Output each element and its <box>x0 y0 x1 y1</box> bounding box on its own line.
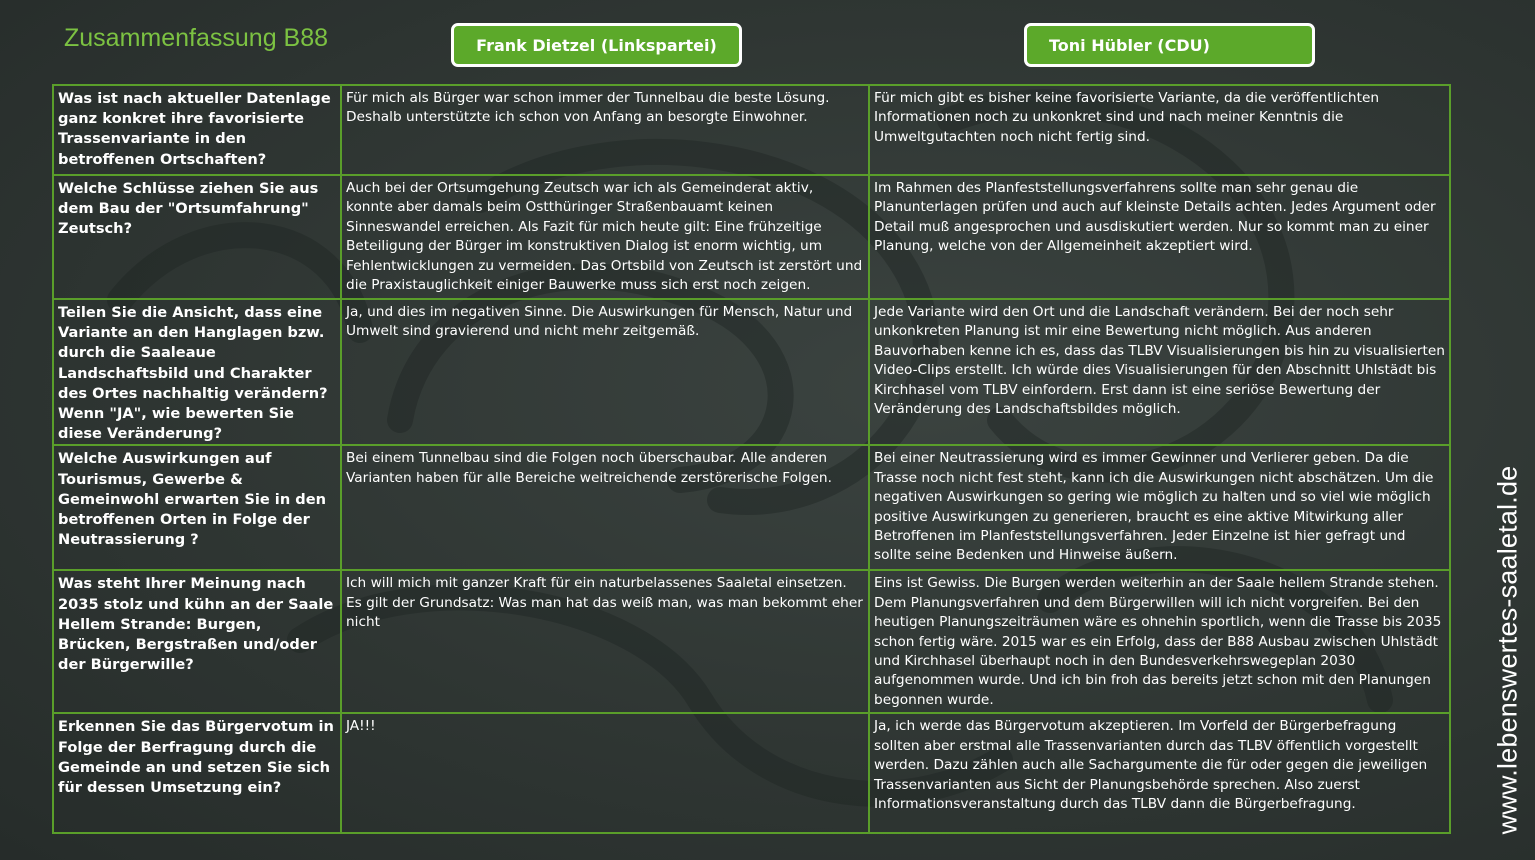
answer-cell-huebler: Bei einer Neutrassierung wird es immer Gewinner und Verlierer geben. Da die Trasse noch nicht fest steht, kann ich die Auswirkungen nicht abschätzen. Um die negativen Auswirkungen so gering wie möglich zu halten und so viel wie möglich positive Auswirkungen zu generieren, braucht es eine aktive Mitwirkung aller Betroffenen im Planfeststellungsverfahren. Jeder Einzelne ist hier gefragt und sollte seine Bedenken und Hinweise äußern. <box>869 445 1450 570</box>
answer-cell-huebler: Eins ist Gewiss. Die Burgen werden weiterhin an der Saale hellem Strande stehen. Dem Planungsverfahren und dem Bürgerwillen will ich nicht vorgreifen. Bei den heutigen Planungszeiträumen wäre es ohnehin sportlich, wenn die Trasse bis 2035 schon fertig wäre. 2015 war es ein Erfolg, dass der B88 Ausbau zwischen Uhlstädt und Kirchhasel überhaupt noch in den Bundesverkehrswegeplan 2030 aufgenommen wurde. Und ich bin froh das bereits jetzt schon mit den Planungen begonnen wurde. <box>869 570 1450 713</box>
answer-cell-dietzel: JA!!! <box>341 713 869 833</box>
qa-table <box>52 84 1451 834</box>
answer-cell-huebler: Für mich gibt es bisher keine favorisierte Variante, da die veröffentlichten Informationen noch zu unkonkret sind und nach meiner Kenntnis die Umweltgutachten noch nicht fertig sind. <box>869 85 1450 175</box>
answer-cell-dietzel: Ich will mich mit ganzer Kraft für ein naturbelassenes Saaletal einsetzen. Es gilt der Grundsatz: Was man hat das weiß man, was man bekommt eher nicht <box>341 570 869 713</box>
answer-cell-dietzel: Bei einem Tunnelbau sind die Folgen noch überschaubar. Alle anderen Varianten haben für alle Bereiche weitreichende zerstörerische Folgen. <box>341 445 869 570</box>
table-row <box>53 175 1450 299</box>
answer-cell-dietzel: Ja, und dies im negativen Sinne. Die Auswirkungen für Mensch, Natur und Umwelt sind gravierend und nicht mehr zeitgemäß. <box>341 299 869 445</box>
candidate-header-dietzel: Frank Dietzel (Linkspartei) <box>451 23 742 67</box>
question-cell: Was ist nach aktueller Datenlage ganz konkret ihre favorisierte Trassenvariante in den betroffenen Ortschaften? <box>53 85 341 175</box>
answer-cell-huebler: Im Rahmen des Planfeststellungsverfahrens sollte man sehr genau die Planunterlagen prüfen und auch auf kleinste Details achten. Jedes Argument oder Detail muß angesprochen und ausdiskutiert werden. Nur so kommt man zu einer Planung, welche von der Allgemeinheit akzeptiert wird. <box>869 175 1450 299</box>
website-url: www.lebenswertes-saaletal.de <box>1492 465 1523 835</box>
page-title: Zusammenfassung B88 <box>64 24 329 52</box>
answer-cell-huebler: Jede Variante wird den Ort und die Landschaft verändern. Bei der noch sehr unkonkreten Planung ist mir eine Bewertung nicht möglich. Aus anderen Bauvorhaben kenne ich es, dass das TLBV Visualisierungen bis hin zu visualisierten Video-Clips erstellt. Ich würde dies Visualisierungen für den Abschnitt Uhlstädt bis Kirchhasel vom TLBV einfordern. Erst dann ist eine seriöse Bewertung der Veränderung des Landschaftsbildes möglich. <box>869 299 1450 445</box>
answer-cell-dietzel: Für mich als Bürger war schon immer der Tunnelbau die beste Lösung. Deshalb unterstützte ich schon von Anfang an besorgte Einwohner. <box>341 85 869 175</box>
table-row <box>53 299 1450 445</box>
question-cell: Erkennen Sie das Bürgervotum in Folge der Berfragung durch die Gemeinde an und setzen Sie sich für dessen Umsetzung ein? <box>53 713 341 833</box>
table-row <box>53 570 1450 713</box>
question-cell: Welche Auswirkungen auf Tourismus, Gewerbe & Gemeinwohl erwarten Sie in den betroffenen Orten in Folge der Neutrassierung ? <box>53 445 341 570</box>
question-cell: Was steht Ihrer Meinung nach 2035 stolz und kühn an der Saale Hellem Strande: Burgen, Brücken, Bergstraßen und/oder der Bürgerwille? <box>53 570 341 713</box>
candidate-header-huebler: Toni Hübler (CDU) <box>1024 23 1315 67</box>
table-row <box>53 713 1450 833</box>
table-row <box>53 445 1450 570</box>
question-cell: Welche Schlüsse ziehen Sie aus dem Bau der "Ortsumfahrung" Zeutsch? <box>53 175 341 299</box>
answer-cell-dietzel: Auch bei der Ortsumgehung Zeutsch war ich als Gemeinderat aktiv, konnte aber damals beim Ostthüringer Straßenbauamt keinen Sinneswandel erreichen. Als Fazit für mich heute gilt: Eine frühzeitige Beteiligung der Bürger im konstruktiven Dialog ist enorm wichtig, um Fehlentwicklungen zu vermeiden. Das Ortsbild von Zeutsch ist zerstört und die Praxistauglichkeit einiger Bauwerke muss sich erst noch zeigen. <box>341 175 869 299</box>
answer-cell-huebler: Ja, ich werde das Bürgervotum akzeptieren. Im Vorfeld der Bürgerbefragung sollten aber erstmal alle Trassenvarianten durch das TLBV öffentlich vorgestellt werden. Dazu zählen auch alle Sachargumente die für oder gegen die jeweiligen Trassenvarianten aus Sicht der Planungsbehörde sprechen. Also zuerst Informationsveranstaltung durch das TLBV dann die Bürgerbefragung. <box>869 713 1450 833</box>
table-row <box>53 85 1450 175</box>
question-cell: Teilen Sie die Ansicht, dass eine Variante an den Hanglagen bzw. durch die Saaleaue Landschaftsbild und Charakter des Ortes nachhaltig verändern? Wenn "JA", wie bewerten Sie diese Veränderung? <box>53 299 341 445</box>
